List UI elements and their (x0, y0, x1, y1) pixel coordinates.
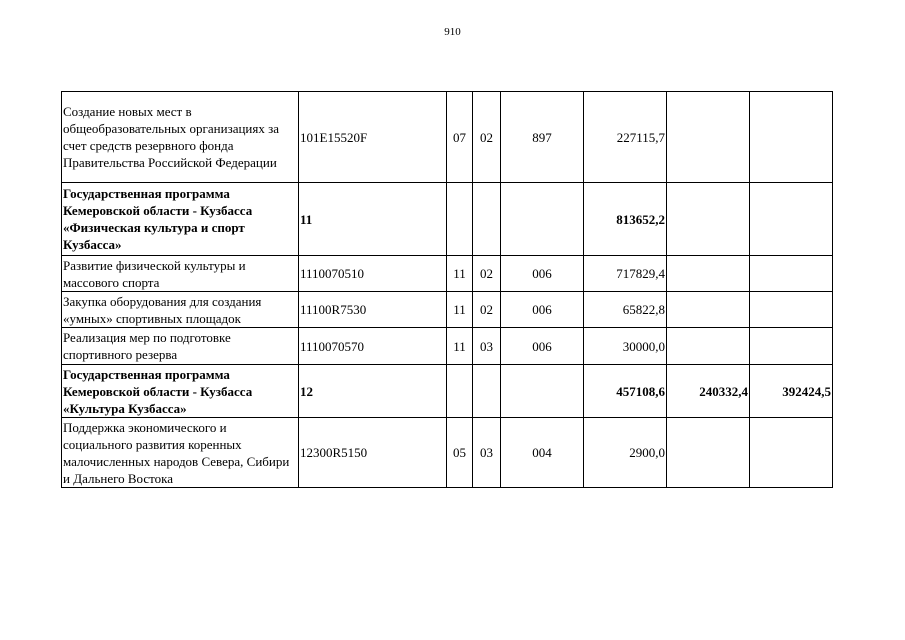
row-section: 05 (447, 418, 473, 488)
row-amount-2 (667, 183, 750, 256)
table-row (62, 418, 833, 488)
row-name: Развитие физической культуры и массового спорта (62, 256, 299, 292)
row-name: Закупка оборудования для создания «умных» спортивных площадок (62, 292, 299, 328)
row-section (447, 183, 473, 256)
row-subsection (473, 183, 501, 256)
row-amount-2 (667, 328, 750, 365)
row-section: 11 (447, 328, 473, 365)
row-amount-1: 65822,8 (584, 292, 667, 328)
row-grbs: 006 (501, 292, 584, 328)
row-amount-3 (750, 328, 833, 365)
row-amount-2 (667, 256, 750, 292)
row-section: 11 (447, 292, 473, 328)
row-name: Реализация мер по подготовке спортивного резерва (62, 328, 299, 365)
row-name: Поддержка экономического и социального развития коренных малочисленных народов Севера, Сибири и Дальнего Востока (62, 418, 299, 488)
row-amount-2 (667, 292, 750, 328)
row-section: 07 (447, 92, 473, 183)
row-subsection: 03 (473, 418, 501, 488)
row-subsection (473, 365, 501, 418)
row-code: 11100R7530 (299, 292, 447, 328)
table-row (62, 183, 833, 256)
row-amount-3 (750, 183, 833, 256)
page-number: 910 (444, 26, 461, 38)
budget-table (61, 91, 833, 488)
row-name: Государственная программа Кемеровской области - Кузбасса «Культура Кузбасса» (62, 365, 299, 418)
row-amount-3 (750, 292, 833, 328)
row-amount-2: 240332,4 (667, 365, 750, 418)
row-code: 1110070570 (299, 328, 447, 365)
row-name: Государственная программа Кемеровской области - Кузбасса «Физическая культура и спорт Кузбасса» (62, 183, 299, 256)
row-code: 1110070510 (299, 256, 447, 292)
row-amount-2 (667, 92, 750, 183)
row-grbs: 006 (501, 328, 584, 365)
table-row (62, 292, 833, 328)
row-amount-1: 457108,6 (584, 365, 667, 418)
row-grbs: 004 (501, 418, 584, 488)
row-grbs (501, 365, 584, 418)
row-grbs: 006 (501, 256, 584, 292)
row-grbs (501, 183, 584, 256)
table-row (62, 328, 833, 365)
table-row (62, 365, 833, 418)
row-amount-1: 227115,7 (584, 92, 667, 183)
row-subsection: 02 (473, 256, 501, 292)
row-subsection: 02 (473, 292, 501, 328)
row-section (447, 365, 473, 418)
row-code: 11 (299, 183, 447, 256)
row-section: 11 (447, 256, 473, 292)
table-row (62, 256, 833, 292)
row-amount-3: 392424,5 (750, 365, 833, 418)
row-code: 12 (299, 365, 447, 418)
row-amount-1: 2900,0 (584, 418, 667, 488)
row-name: Создание новых мест в общеобразовательных организациях за счет средств резервного фонда Правительства Российской Федерации (62, 92, 299, 183)
row-grbs: 897 (501, 92, 584, 183)
row-subsection: 02 (473, 92, 501, 183)
row-code: 101E15520F (299, 92, 447, 183)
row-code: 12300R5150 (299, 418, 447, 488)
row-amount-2 (667, 418, 750, 488)
row-amount-3 (750, 256, 833, 292)
row-subsection: 03 (473, 328, 501, 365)
table-row (62, 92, 833, 183)
row-amount-1: 30000,0 (584, 328, 667, 365)
row-amount-1: 717829,4 (584, 256, 667, 292)
row-amount-1: 813652,2 (584, 183, 667, 256)
row-amount-3 (750, 418, 833, 488)
row-amount-3 (750, 92, 833, 183)
